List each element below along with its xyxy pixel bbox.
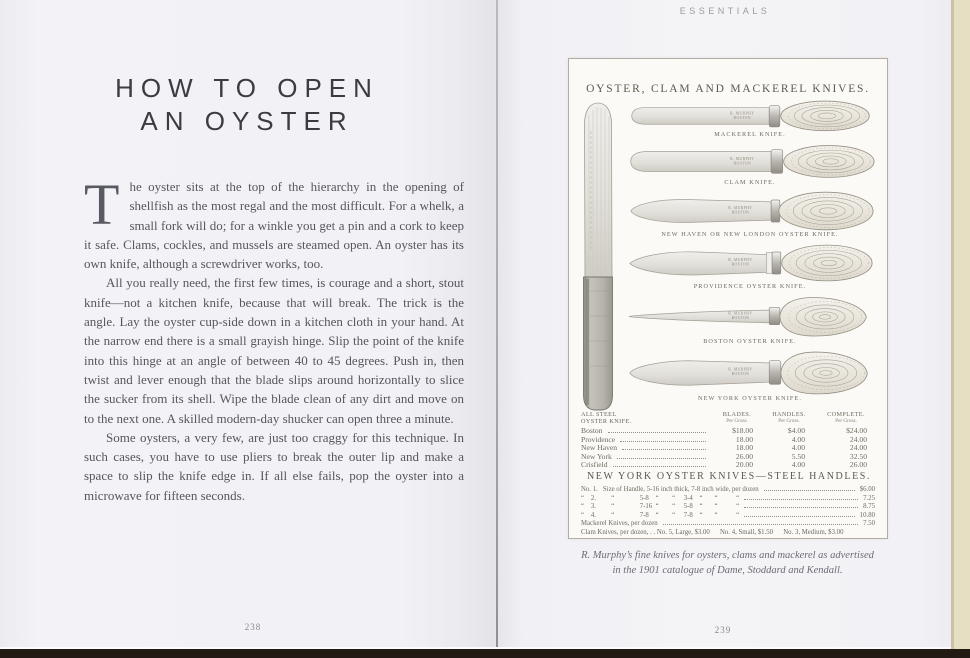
blade-stamp-line2: BOSTON	[731, 316, 750, 321]
knife-name: Boston	[581, 427, 603, 435]
blade-stamp-line2: BOSTON	[731, 262, 750, 267]
knife-label: BOSTON OYSTER KNIFE.	[703, 338, 797, 345]
new-haven-knife-row	[623, 189, 877, 239]
dot-leader	[622, 449, 706, 450]
price-table-row	[581, 436, 877, 445]
drop-cap: T	[84, 172, 120, 237]
name-cell	[581, 453, 711, 462]
blade-stamp-line2: BOSTON	[731, 372, 750, 377]
steel-handles-section	[581, 471, 877, 537]
knife-label: MACKEREL KNIFE.	[714, 131, 786, 138]
price-table-row	[581, 427, 877, 436]
boston-knife-row	[623, 293, 877, 346]
all-steel-oyster-knife-illustration	[578, 101, 618, 414]
steel-handles-row	[581, 512, 877, 521]
left-header-line2: OYSTER KNIFE.	[581, 418, 632, 425]
col-sub: Per Gross.	[778, 418, 800, 424]
row-price: 7.25	[863, 494, 875, 502]
handles-price: 4.00	[791, 443, 805, 453]
price-table-header	[581, 411, 877, 425]
blade-stamp-line2: BOSTON	[733, 161, 752, 166]
left-header-line1: ALL STEEL	[581, 411, 617, 418]
paragraph-3: Some oysters, a very few, are just too craggy for this technique. In such cases, you have to use pliers to break the outer lip and make a space to slip the knife edge in. If all else fails, pop the oyster into a microwave for fifteen seconds.	[84, 429, 464, 503]
name-cell	[581, 444, 711, 453]
steel-handles-rows	[581, 486, 877, 537]
blades-price: 18.00	[735, 443, 753, 453]
clam-knife-row	[623, 141, 877, 187]
providence-knife-row	[623, 241, 877, 291]
blades-price: 18.00	[735, 434, 753, 444]
price-table-left-header	[581, 411, 711, 425]
chapter-body	[84, 172, 464, 505]
steel-handles-title: NEW YORK OYSTER KNIVES—STEEL HANDLES.	[586, 471, 872, 482]
dot-leader	[663, 524, 858, 525]
blade-stamp-line2: BOSTON	[733, 116, 752, 121]
page-number-right: 239	[714, 625, 732, 635]
knife-label: CLAM KNIFE.	[724, 179, 776, 186]
row-price: 7.50	[863, 520, 875, 527]
knife-name: New Haven	[581, 444, 618, 453]
knife-illustrations	[623, 96, 877, 405]
blades-column-header	[711, 411, 763, 425]
dot-leader	[764, 490, 855, 491]
complete-price: 24.00	[849, 434, 867, 444]
mackerel-knife-illustration	[625, 96, 875, 133]
blade-stamp-line2: BOSTON	[731, 210, 750, 215]
price-table-row	[581, 461, 877, 470]
providence-oyster-knife-illustration	[625, 241, 875, 285]
complete-price: 26.00	[849, 460, 867, 470]
knife-name: Crisfield	[581, 461, 608, 470]
price-table	[581, 411, 877, 470]
blade-stamp-line1: R. MURPHY	[730, 157, 755, 162]
plate-caption	[545, 549, 910, 578]
paragraph-1-text: he oyster sits at the top of the hierarchy in the opening of shellfish as the most regal and the most difficult. For a whelk, a small fork will do; for a winkle you get a pin and a cork to keep it safe. Clams, cockles, and mussels are steamed open. An oyster has its own knife, although a screwdriver works, too.	[84, 179, 464, 272]
new-york-knife-row	[623, 348, 877, 403]
paragraph-2: All you really need, the first few times, is courage and a short, stout knife—not a kitchen knife, because that will break. The trick is the angle. Lay the oyster cup-side down in a kitchen cloth in your hand. At the narrow end there is a small grayish hinge. Slip the point of the knife into this hinge at an angle of between 40 to 45 degrees. Push in, then twist and lever enough that the blade slips around horizontally to slice the sucker from its shell. Wipe the blade clean of any dirt and move on to the next one. A skilled modern-day shucker can open three a minute.	[84, 275, 464, 426]
caption-line2: in the 1901 catalogue of Dame, Stoddard and Kendall.	[612, 564, 843, 576]
complete-price: 24.00	[849, 443, 867, 453]
blade-stamp-line1: R. MURPHY	[728, 367, 753, 372]
handles-price: $4.00	[787, 426, 805, 435]
name-cell	[581, 427, 711, 436]
dot-leader	[744, 507, 858, 508]
knife-name: New York	[581, 452, 612, 461]
col-title: HANDLES.	[772, 411, 806, 418]
row-price: 10.80	[859, 511, 875, 519]
steel-handles-row	[581, 503, 877, 512]
knife-label: PROVIDENCE OYSTER KNIFE.	[693, 283, 807, 290]
row-text: Mackerel Knives, per dozen	[581, 520, 658, 527]
complete-column-header	[815, 411, 877, 425]
col-title: COMPLETE.	[827, 411, 865, 418]
complete-price: $24.00	[846, 426, 867, 435]
clam-knife-illustration	[625, 141, 875, 181]
knife-name: Providence	[581, 435, 616, 444]
knife-label: NEW HAVEN OR NEW LONDON OYSTER KNIFE.	[661, 231, 839, 238]
new-haven-oyster-knife-illustration	[625, 189, 875, 233]
paragraph-1	[84, 172, 464, 273]
blade-stamp-line1: R. MURPHY	[728, 258, 753, 263]
col-title: BLADES.	[722, 411, 752, 418]
steel-handles-row	[581, 529, 877, 538]
blades-price: $18.00	[732, 426, 753, 435]
steel-handles-row	[581, 495, 877, 504]
boston-oyster-knife-illustration	[625, 293, 875, 340]
col-sub: Per Gross.	[726, 418, 748, 424]
col-sub: Per Gross.	[835, 418, 857, 424]
mackerel-knife-row	[623, 96, 877, 139]
price-table-row	[581, 444, 877, 453]
dot-leader	[608, 432, 706, 433]
steel-handles-row	[581, 486, 877, 495]
knife-label: NEW YORK OYSTER KNIFE.	[698, 395, 802, 402]
handles-price: 4.00	[791, 460, 805, 470]
row-text: Clam Knives, per dozen, . . No. 5, Large, $3.00 No. 4, Small, $1.50 No. 3, Medium, $3.00	[581, 528, 844, 536]
page-number-left: 238	[244, 622, 262, 632]
row-text: “ 4. “ 7-8 “ “ 7-8 “ “ “	[581, 511, 740, 519]
row-text: “ 2. “ 5-8 “ “ 3-4 “ “ “	[581, 494, 740, 502]
handles-price: 4.00	[791, 434, 805, 444]
dot-leader	[744, 499, 858, 500]
complete-price: 32.50	[849, 451, 867, 461]
row-price: $6.00	[859, 486, 875, 493]
steel-handles-row	[581, 520, 877, 529]
blade-stamp-line1: R. MURPHY	[728, 311, 753, 316]
row-price: 8.75	[863, 503, 875, 510]
price-table-row	[581, 453, 877, 462]
chapter-title-line1: HOW TO OPEN	[115, 73, 379, 103]
handles-column-header	[763, 411, 815, 425]
new-york-oyster-knife-illustration	[625, 348, 875, 397]
caption-line1: R. Murphy’s fine knives for oysters, clams and mackerel as advertised	[581, 550, 874, 561]
price-table-rows	[581, 427, 877, 470]
dot-leader	[613, 466, 706, 467]
blade-stamp-line1: R. MURPHY	[728, 206, 753, 211]
blades-price: 26.00	[735, 451, 753, 461]
name-cell	[581, 461, 711, 470]
dot-leader	[620, 441, 706, 442]
name-cell	[581, 436, 711, 445]
dot-leader	[617, 458, 706, 459]
handles-price: 5.50	[791, 451, 805, 461]
dot-leader	[744, 516, 855, 517]
blade-stamp-line1: R. MURPHY	[730, 111, 755, 116]
catalog-plate	[568, 58, 888, 539]
plate-title: OYSTER, CLAM AND MACKEREL KNIVES.	[586, 83, 870, 95]
paper-edge-strip	[951, 0, 970, 649]
row-text: “ 3. “ 7-16 “ “ 5-8 “ “ “	[581, 503, 740, 510]
chapter-title	[60, 72, 434, 138]
row-text: No. 1. Size of Handle, 5-16 inch thick, 7-8 inch wide, per dozen	[581, 486, 759, 493]
blades-price: 20.00	[735, 460, 753, 470]
chapter-title-line2: AN OYSTER	[140, 106, 354, 136]
running-head: ESSENTIALS	[679, 6, 771, 16]
